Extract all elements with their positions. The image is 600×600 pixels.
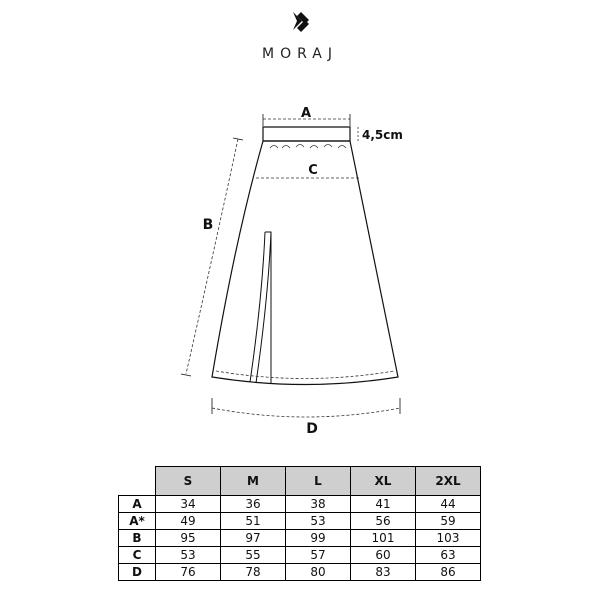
table-cell: 49 — [156, 513, 221, 530]
row-label: A* — [119, 513, 156, 530]
dimension-c-label: C — [308, 163, 318, 178]
waistband-gathers — [270, 145, 346, 149]
row-label: D — [119, 564, 156, 581]
table-cell: 97 — [221, 530, 286, 547]
table-cell: 51 — [221, 513, 286, 530]
skirt-slit — [250, 232, 271, 384]
table-cell: 59 — [416, 513, 481, 530]
table-cell: 53 — [156, 547, 221, 564]
table-cell: 101 — [351, 530, 416, 547]
table-cell: 57 — [286, 547, 351, 564]
table-cell: 53 — [286, 513, 351, 530]
dimension-b-label: B — [202, 217, 214, 233]
table-cell: 44 — [416, 496, 481, 513]
table-cell: 95 — [156, 530, 221, 547]
table-cell: 76 — [156, 564, 221, 581]
size-table — [118, 466, 481, 581]
table-cell: 103 — [416, 530, 481, 547]
dimension-d-line — [212, 408, 400, 417]
table-row — [119, 547, 481, 564]
row-label: C — [119, 547, 156, 564]
size-header-s: S — [156, 467, 221, 496]
table-cell: 41 — [351, 496, 416, 513]
table-cell: 34 — [156, 496, 221, 513]
table-cell: 63 — [416, 547, 481, 564]
table-cell: 36 — [221, 496, 286, 513]
row-label: A — [119, 496, 156, 513]
size-header-l: L — [286, 467, 351, 496]
size-header-m: M — [221, 467, 286, 496]
table-cell: 83 — [351, 564, 416, 581]
size-header-xl: XL — [351, 467, 416, 496]
table-cell: 38 — [286, 496, 351, 513]
dimension-d-label: D — [306, 421, 318, 437]
waistband-outline — [263, 127, 350, 141]
table-cell: 78 — [221, 564, 286, 581]
brand-name: MORAJ — [262, 46, 338, 62]
dimension-a-label: A — [300, 106, 312, 121]
table-cell: 80 — [286, 564, 351, 581]
dimension-b-line — [186, 139, 238, 374]
table-cell: 55 — [221, 547, 286, 564]
row-label: B — [119, 530, 156, 547]
skirt-body-outline — [212, 141, 398, 385]
size-header-2xl: 2XL — [416, 467, 481, 496]
size-table-corner — [119, 467, 156, 496]
size-table-header-row — [119, 467, 481, 496]
table-cell: 99 — [286, 530, 351, 547]
table-cell: 60 — [351, 547, 416, 564]
table-row — [119, 564, 481, 581]
table-row — [119, 530, 481, 547]
table-row — [119, 496, 481, 513]
table-cell: 86 — [416, 564, 481, 581]
hem-stitch-line — [216, 371, 394, 379]
table-row — [119, 513, 481, 530]
table-cell: 56 — [351, 513, 416, 530]
waistband-height-label: 4,5cm — [362, 128, 403, 142]
